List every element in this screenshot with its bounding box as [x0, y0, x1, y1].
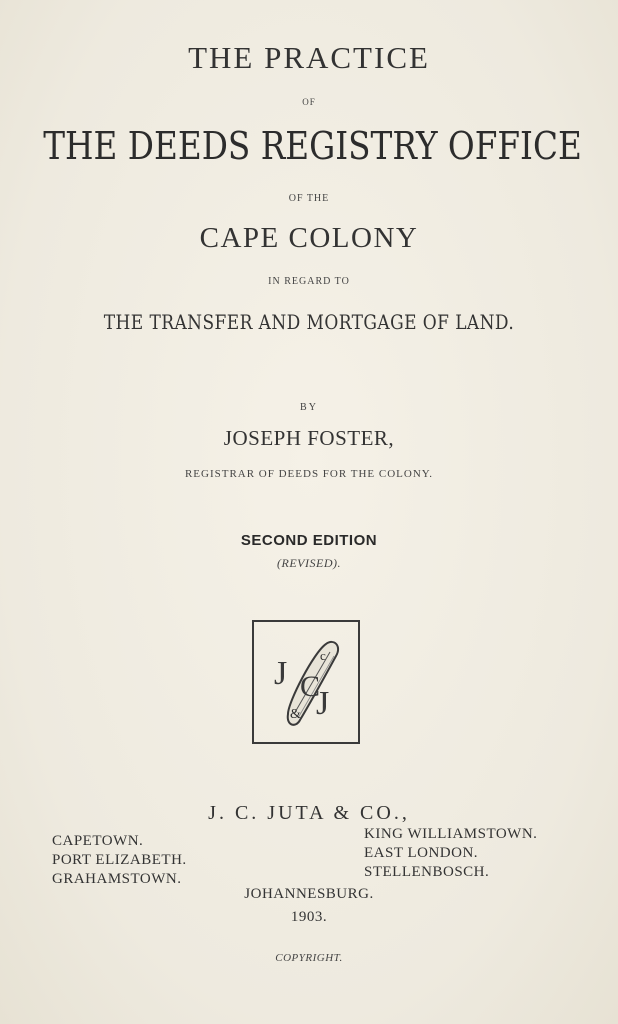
city-item: KING WILLIAMSTOWN. [364, 826, 538, 842]
title-line-1: THE PRACTICE [188, 40, 430, 75]
monogram-jcj-icon [254, 622, 358, 742]
title-line-3: CAPE COLONY [199, 222, 419, 254]
title-line-2: THE DEEDS REGISTRY OFFICE [43, 124, 582, 168]
publication-year: 1903. [290, 909, 328, 925]
author-title: REGISTRAR OF DEEDS FOR THE COLONY. [184, 468, 434, 480]
city-center: JOHANNESBURG. [244, 886, 374, 902]
city-item: CAPETOWN. [52, 833, 144, 849]
city-item: STELLENBOSCH. [364, 864, 490, 880]
city-item: GRAHAMSTOWN. [52, 871, 182, 887]
svg-text:&: & [290, 707, 301, 722]
edition-label: SECOND EDITION [240, 532, 378, 549]
svg-text:C: C [300, 670, 321, 703]
city-item: EAST LONDON. [364, 845, 479, 861]
city-item: PORT ELIZABETH. [52, 852, 187, 868]
svg-text:c: c [320, 648, 326, 663]
byline-by: BY [300, 402, 318, 413]
author-name: JOSEPH FOSTER, [223, 426, 395, 450]
cities-right [364, 825, 537, 882]
connector-of: OF [302, 97, 316, 107]
title-line-4: THE TRANSFER AND MORTGAGE OF LAND. [103, 310, 515, 334]
cities-left [52, 832, 187, 889]
svg-text:J: J [316, 685, 330, 722]
svg-text:J: J [274, 655, 288, 692]
connector-in-regard-to: IN REGARD TO [268, 276, 350, 287]
publisher-mark [252, 620, 360, 744]
publisher-name: J. C. JUTA & CO., [208, 802, 410, 824]
copyright-label: COPYRIGHT. [275, 952, 343, 964]
connector-of-the: OF THE [288, 193, 330, 204]
revised-label: (REVISED). [277, 556, 341, 570]
